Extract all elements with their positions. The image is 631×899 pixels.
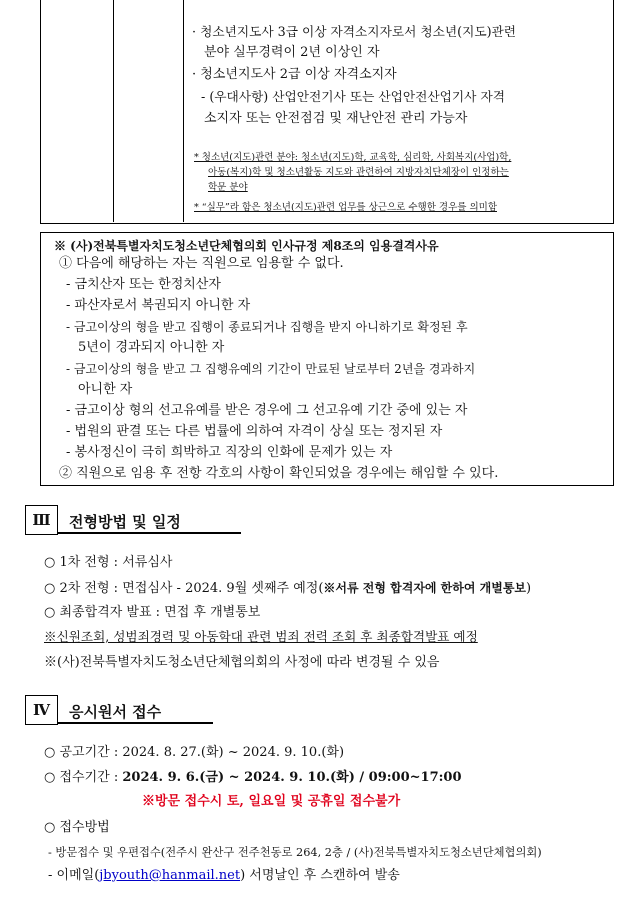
method-line: - 방문접수 및 우편접수(전주시 완산구 전주천동로 264, 2층 / (사)전북특별자치도청소년단체협의회) xyxy=(48,846,542,859)
method-label: ○ 접수방법 xyxy=(44,820,110,835)
disq-item: - 금고이상 형의 선고유예를 받은 경우에 그 선고유예 기간 중에 있는 자 xyxy=(66,403,468,418)
disq-item: ② 직원으로 임용 후 전항 각호의 사항이 확인되었을 경우에는 해임할 수 있다. xyxy=(59,466,499,481)
qual-line: 분야 실무경력이 2년 이상인 자 xyxy=(204,45,380,60)
selection-step xyxy=(44,580,531,597)
method-line xyxy=(48,868,400,884)
section-title: 전형방법 및 일정 xyxy=(69,513,181,531)
qual-line: - (우대사항) 산업안전기사 또는 산업안전산업기사 자격 xyxy=(201,89,505,104)
disq-item: 아니한 자 xyxy=(78,382,133,397)
disq-item: - 법원의 판결 또는 다른 법률에 의하여 자격이 상실 또는 정지된 자 xyxy=(66,424,443,439)
period-label: ○ 접수기간 : xyxy=(44,770,123,785)
disq-item: - 파산자로서 복권되지 아니한 자 xyxy=(66,298,251,313)
section-title: 응시원서 접수 xyxy=(69,703,162,721)
table-note: * “실무”라 함은 청소년(지도)관련 업무를 상근으로 수행한 경우를 의미함 xyxy=(194,202,497,213)
period-line: ○ 공고기간 : 2024. 8. 27.(화) ~ 2024. 9. 10.(화) xyxy=(44,745,345,760)
disq-item: 5년이 경과되지 아니한 자 xyxy=(78,340,225,355)
disq-item: - 봉사정신이 극히 희박하고 직장의 인화에 문제가 있는 자 xyxy=(66,445,393,460)
qual-line: 소지자 또는 안전점검 및 재난안전 관리 가능자 xyxy=(204,111,468,126)
email-link[interactable]: jbyouth@hanmail.net xyxy=(99,868,241,883)
table-note: 학문 분야 xyxy=(208,182,248,193)
selection-note: ※(사)전북특별자치도청소년단체협의회의 사정에 따라 변경될 수 있음 xyxy=(44,655,440,670)
disq-item: ① 다음에 해당하는 자는 직원으로 임용할 수 없다. xyxy=(59,256,344,271)
disq-item: - 금고이상의 형을 받고 집행이 종료되거나 집행을 받지 아니하기로 확정된 후 xyxy=(66,320,468,334)
warning-text: ※방문 접수시 토, 일요일 및 공휴일 접수불가 xyxy=(142,794,401,809)
section-number: Ⅲ xyxy=(25,505,58,535)
disq-item: - 금고이상의 형을 받고 그 집행유예의 기간이 만료된 날로부터 2년을 경과하지 xyxy=(66,362,476,376)
email-label: - 이메일( xyxy=(48,868,100,883)
email-instruction: ) 서명날인 후 스캔하여 발송 xyxy=(240,868,400,883)
interview-text-end: ) xyxy=(526,581,532,596)
interview-text: ○ 2차 전형 : 면접심사 - 2024. 9월 셋째주 예정( xyxy=(44,581,324,596)
selection-step: ○ 최종합격자 발표 : 면접 후 개별통보 xyxy=(44,605,261,620)
period-value: 2024. 9. 6.(금) ~ 2024. 9. 10.(화) / 09:00~17:00 xyxy=(122,770,462,785)
disq-item: - 금치산자 또는 한정치산자 xyxy=(66,277,221,292)
selection-step: ○ 1차 전형 : 서류심사 xyxy=(44,555,173,570)
section-number: Ⅳ xyxy=(25,695,58,725)
selection-note: ※신원조회, 성범죄경력 및 아동학대 관련 범죄 전력 조회 후 최종합격발표 예정 xyxy=(44,629,478,644)
table-divider xyxy=(183,0,184,222)
period-line xyxy=(44,770,462,786)
table-note: * 청소년(지도)관련 분야: 청소년(지도)학, 교육학, 심리학, 사회복지(사업)학, xyxy=(194,152,512,163)
qual-line: · 청소년지도사 2급 이상 자격소지자 xyxy=(192,67,397,82)
table-divider xyxy=(113,0,114,222)
notice-text: ※서류 전형 합격자에 한하여 개별통보 xyxy=(323,581,526,595)
disqualification-title: ※ (사)전북특별자치도청소년단체협의회 인사규정 제8조의 임용결격사유 xyxy=(54,239,439,253)
qual-line: · 청소년지도사 3급 이상 자격소지자로서 청소년(지도)관련 xyxy=(192,24,517,39)
table-note: 아동(복지)학 및 청소년활동 지도와 관련하여 지방자치단체장이 인정하는 xyxy=(208,167,509,178)
